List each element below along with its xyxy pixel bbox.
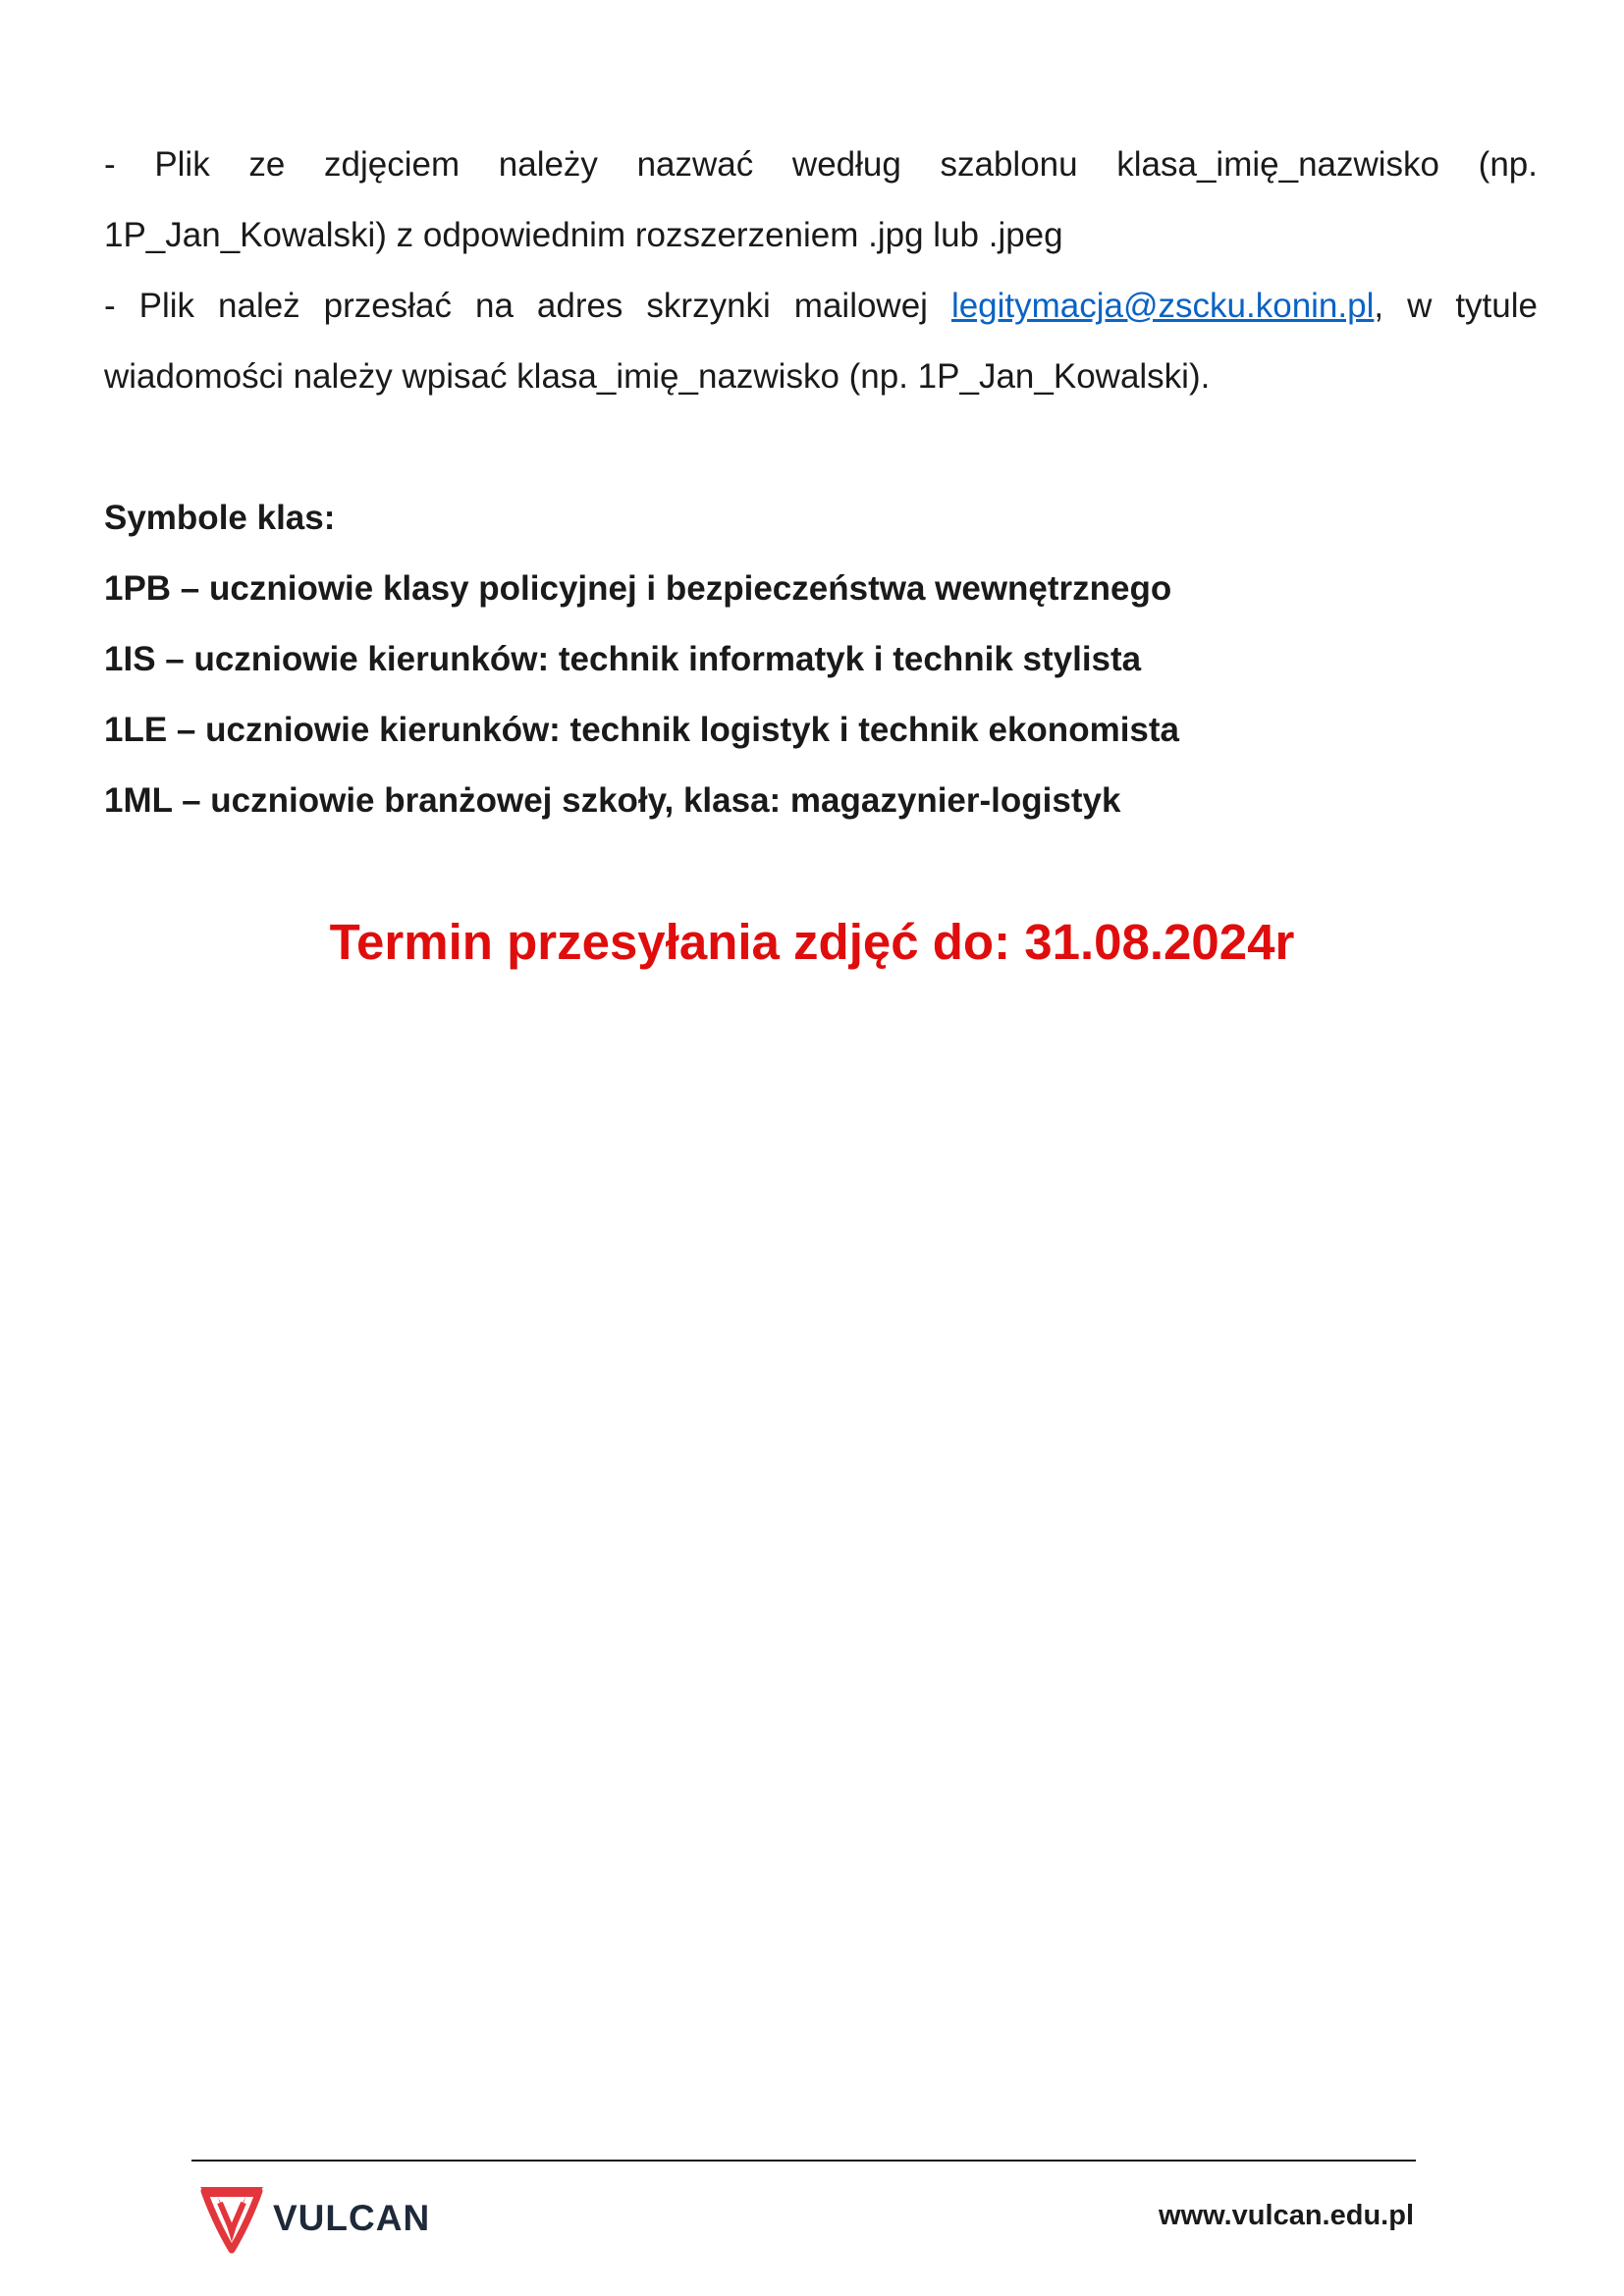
instruction-line-4: wiadomości należy wpisać klasa_imię_nazwisko (np. 1P_Jan_Kowalski).: [104, 357, 1211, 396]
symbol-item: 1LE – uczniowie kierunków: technik logistyk i technik ekonomista: [104, 711, 1179, 749]
footer-divider: [191, 2160, 1416, 2162]
vulcan-shield-icon: [194, 2181, 269, 2256]
instruction-line-3-prefix: - Plik należ przesłać na adres skrzynki mailowej: [104, 287, 928, 325]
instruction-line-3-suffix: , w tytule: [1374, 287, 1538, 325]
instruction-line-1: - Plik ze zdjęciem należy nazwać według szablonu klasa_imię_nazwisko (np.: [104, 145, 1538, 184]
symbols-heading: Symbole klas:: [104, 499, 336, 537]
instructions-paragraph: [104, 130, 1538, 412]
document-body: [104, 130, 1538, 836]
vulcan-logo: [194, 2181, 430, 2256]
logo-text: VULCAN: [273, 2198, 431, 2238]
email-link[interactable]: legitymacja@zscku.konin.pl: [950, 287, 1375, 325]
symbol-item: 1PB – uczniowie klasy policyjnej i bezpieczeństwa wewnętrznego: [104, 569, 1172, 608]
instruction-line-2: 1P_Jan_Kowalski) z odpowiednim rozszerzeniem .jpg lub .jpeg: [104, 216, 1063, 254]
symbol-item: 1ML – uczniowie branżowej szkoły, klasa: magazynier-logistyk: [104, 781, 1121, 820]
instruction-line-3: [104, 271, 1538, 342]
class-symbols-section: [104, 483, 1538, 836]
deadline-notice: Termin przesyłania zdjęć do: 31.08.2024r: [329, 914, 1295, 970]
symbol-item: 1IS – uczniowie kierunków: technik informatyk i technik stylista: [104, 640, 1142, 678]
spacer: [104, 412, 1538, 483]
footer-url[interactable]: www.vulcan.edu.pl: [1159, 2200, 1414, 2231]
